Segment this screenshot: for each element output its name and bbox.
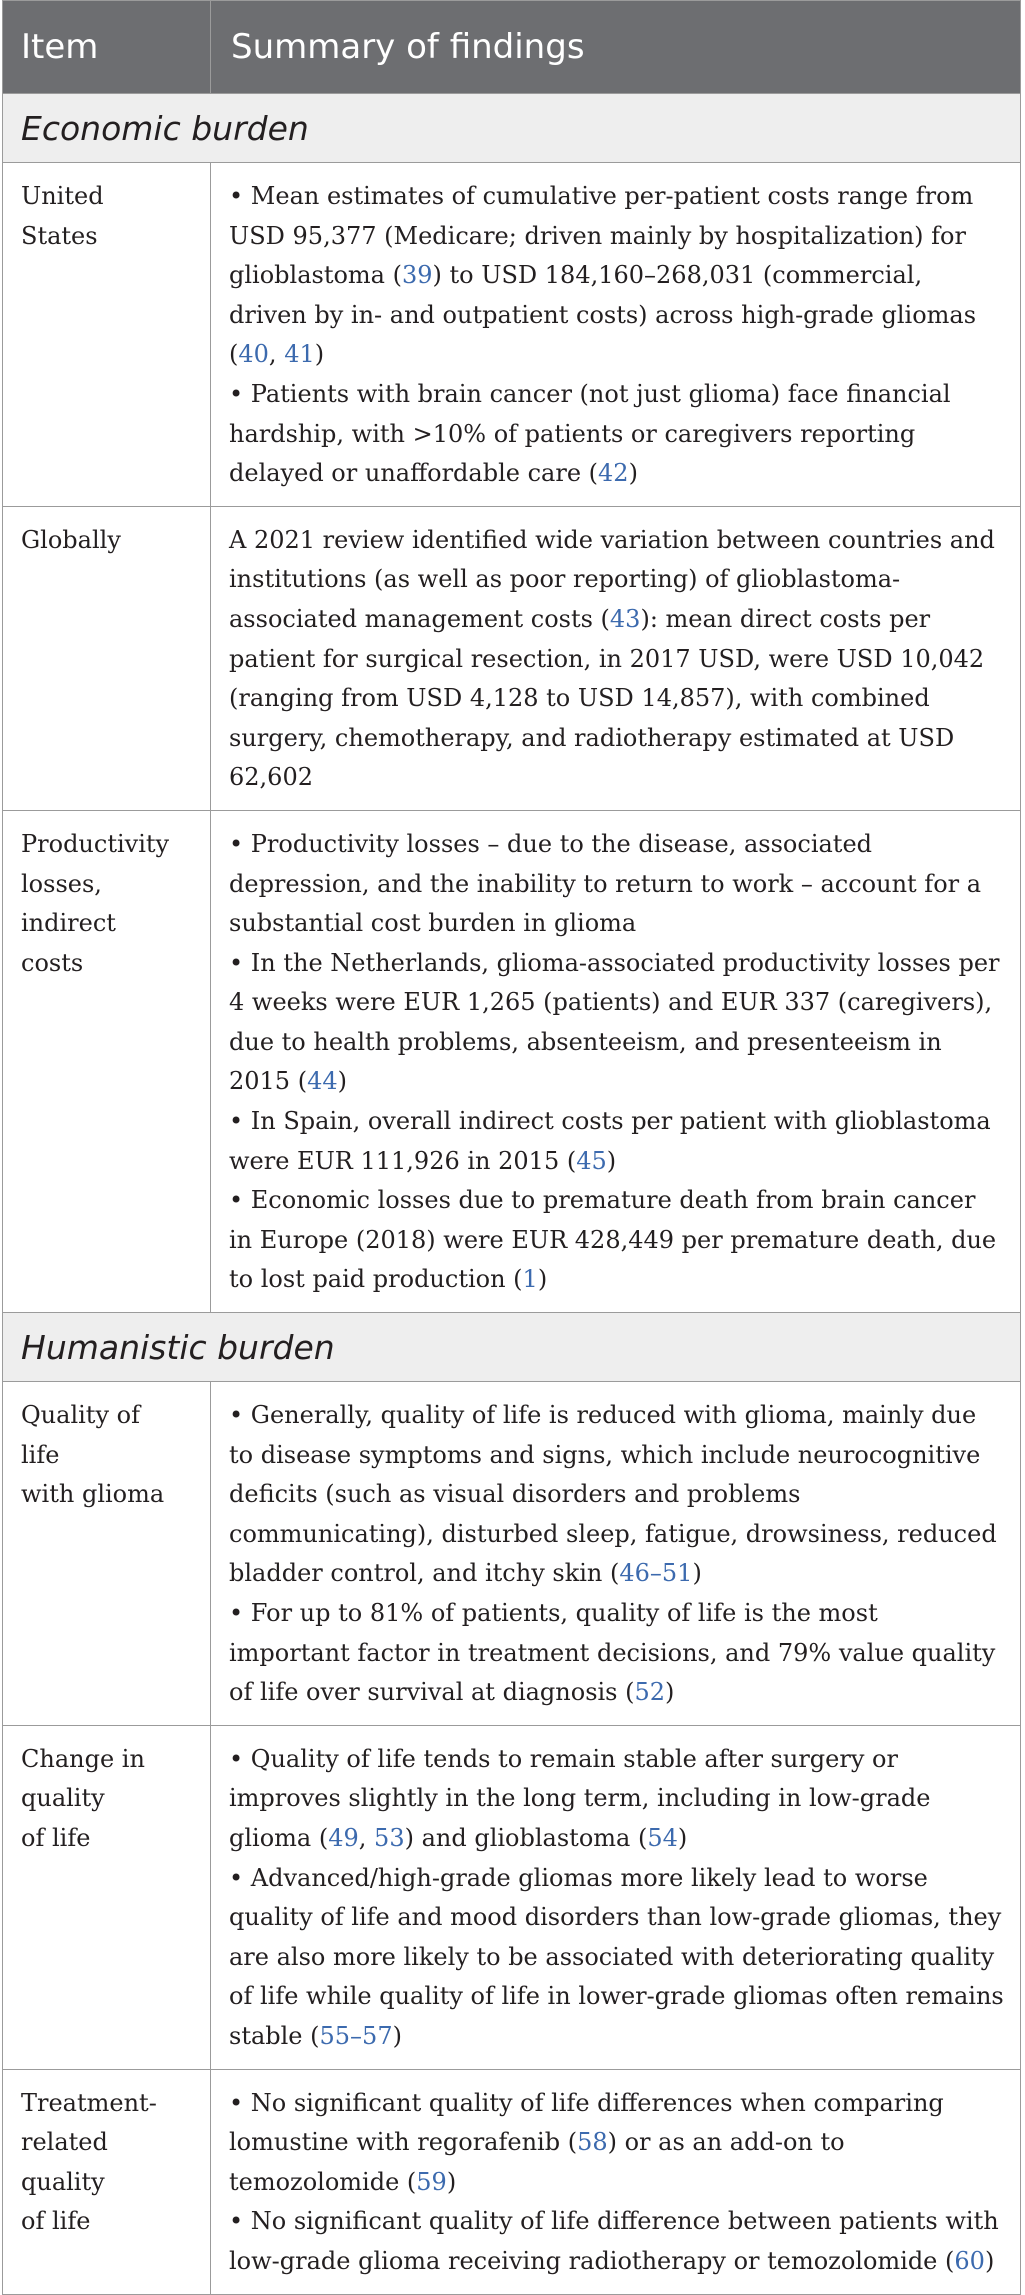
citation-link[interactable]: 59	[416, 2167, 447, 2196]
summary-text: )	[606, 1146, 617, 1175]
item-cell	[3, 1382, 211, 1726]
table-row	[3, 506, 1021, 810]
citation-link[interactable]: 39	[401, 261, 433, 290]
item-label-line: life	[21, 1440, 60, 1469]
summary-text: • In the Netherlands, glioma-associated productivity losses per 4 weeks were EUR 1,265 (patients) and EUR 337 (caregivers), due to health problems, absenteeism, and presenteeism in 2015 (	[229, 948, 1000, 1096]
summary-text: ,	[268, 340, 285, 369]
summary-text: • Generally, quality of life is reduced with glioma, mainly due to disease symptoms and signs, which include neurocognitive deficits (such as visual disorders and problems communicating), disturbed sleep, fatigue, drowsiness, reduced bladder control, and itchy skin (	[229, 1401, 997, 1588]
summary-text: • Economic losses due to premature death from brain cancer in Europe (2018) were EUR 428,449 per premature death, due to lost paid production (	[229, 1186, 997, 1294]
summary-text: ) and glioblastoma (	[404, 1823, 648, 1852]
citation-link[interactable]: 1	[522, 1265, 538, 1294]
item-label-line: States	[21, 221, 98, 250]
summary-paragraph	[229, 1181, 1004, 1300]
summary-text: )	[628, 459, 638, 488]
summary-paragraph	[229, 1594, 1004, 1713]
citation-link[interactable]: 53	[374, 1823, 405, 1852]
summary-cell	[211, 2069, 1021, 2294]
item-label-line: Productivity	[21, 829, 170, 858]
citation-link[interactable]: 44	[307, 1067, 338, 1096]
table-row	[3, 1725, 1021, 2069]
citation-link[interactable]: 40	[238, 340, 269, 369]
citation-link[interactable]: 58	[577, 2128, 608, 2157]
summary-text: A 2021 review identified wide variation between countries and institutions (as well as poor reporting) of glioblastoma-associated management costs (	[229, 525, 995, 633]
citation-link[interactable]: 55–57	[319, 2021, 393, 2050]
header-summary: Summary of findings	[211, 1, 1021, 94]
summary-cell	[211, 1382, 1021, 1726]
summary-cell	[211, 1725, 1021, 2069]
summary-text: ) or as an add-on to temozolomide (	[229, 2128, 845, 2196]
item-label-line: Globally	[21, 525, 121, 554]
summary-text: • No significant quality of life differences when comparing lomustine with regorafenib (	[229, 2088, 944, 2157]
citation-link[interactable]: 46–51	[619, 1559, 693, 1588]
findings-table-page	[2, 0, 1020, 2295]
summary-paragraph	[229, 2202, 1004, 2281]
summary-text: • Productivity losses – due to the disease, associated depression, and the inability to return to work – account for a substantial cost burden in glioma	[229, 829, 982, 938]
summary-text: )	[446, 2167, 457, 2196]
summary-paragraph	[229, 375, 1004, 494]
summary-text: )	[677, 1823, 688, 1852]
summary-text: • In Spain, overall indirect costs per patient with glioblastoma were EUR 111,926 in 2015 (	[229, 1107, 991, 1175]
summary-text: • No significant quality of life difference between patients with low-grade glioma receiving radiotherapy or temozolomide (	[229, 2207, 999, 2275]
item-cell	[3, 810, 211, 1312]
item-label-line: of life	[21, 1823, 91, 1852]
header-item: Item	[3, 1, 211, 94]
summary-paragraph	[229, 944, 1004, 1102]
summary-text: )	[314, 340, 325, 369]
item-label-line: quality	[21, 1784, 105, 1813]
citation-link[interactable]: 42	[598, 459, 629, 488]
summary-paragraph	[229, 1859, 1004, 2057]
summary-text: )	[392, 2021, 402, 2050]
summary-text: • Mean estimates of cumulative per-patient costs range from USD 95,377 (Medicare; driven mainly by hospitalization) for glioblastoma (	[229, 182, 974, 290]
table-row	[3, 2069, 1021, 2294]
summary-paragraph	[229, 825, 1004, 944]
citation-link[interactable]: 41	[284, 340, 315, 369]
item-label-line: related	[21, 2128, 108, 2157]
item-cell	[3, 163, 211, 507]
citation-link[interactable]: 52	[634, 1678, 666, 1707]
summary-paragraph	[229, 2084, 1004, 2203]
summary-text: )	[665, 1678, 675, 1707]
citation-link[interactable]: 49	[328, 1823, 359, 1852]
summary-text: • Advanced/high-grade gliomas more likely lead to worse quality of life and mood disorders than low-grade gliomas, they are also more likely to be associated with deteriorating quality of life while quality of life in lower-grade gliomas often remains stable (	[229, 1863, 1004, 2050]
summary-cell	[211, 163, 1021, 507]
summary-paragraph	[229, 1396, 1004, 1594]
item-label-line: losses,	[21, 869, 102, 898]
header-row	[3, 1, 1021, 94]
citation-link[interactable]: 45	[576, 1146, 607, 1175]
summary-paragraph	[229, 521, 1004, 798]
citation-link[interactable]: 54	[647, 1823, 678, 1852]
summary-text: ): mean direct costs per patient for surgical resection, in 2017 USD, were USD 10,042 (ranging from USD 4,128 to USD 14,857), with combined surgery, chemotherapy, and radiotherapy estimated at USD 62,602	[229, 604, 985, 792]
summary-text: • For up to 81% of patients, quality of life is the most important factor in treatment decisions, and 79% value quality of life over survival at diagnosis (	[229, 1599, 996, 1707]
summary-text: )	[692, 1559, 702, 1588]
summary-text: • Patients with brain cancer (not just glioma) face financial hardship, with >10% of patients or caregivers reporting delayed or unaffordable care (	[229, 379, 951, 488]
summary-text: • Quality of life tends to remain stable after surgery or improves slightly in the long term, including in low-grade glioma (	[229, 1744, 931, 1852]
table-row	[3, 810, 1021, 1312]
section-row	[3, 1313, 1021, 1382]
summary-text: )	[337, 1067, 347, 1096]
summary-paragraph	[229, 1102, 1004, 1181]
item-label-line: of life	[21, 2207, 91, 2236]
item-cell	[3, 1725, 211, 2069]
item-label-line: with glioma	[21, 1480, 165, 1509]
table-row	[3, 1382, 1021, 1726]
summary-text: )	[984, 2246, 995, 2275]
section-title: Humanistic burden	[3, 1313, 1021, 1382]
summary-paragraph	[229, 1740, 1004, 1859]
summary-text: )	[537, 1265, 548, 1294]
table-row	[3, 163, 1021, 507]
item-label-line: United	[21, 182, 104, 210]
item-label-line: quality	[21, 2167, 105, 2196]
findings-table	[2, 0, 1021, 2295]
summary-paragraph	[229, 177, 1004, 375]
item-cell	[3, 2069, 211, 2294]
summary-text: ) to USD 184,160–268,031 (commercial, driven by in- and outpatient costs) across high-grade gliomas (	[229, 261, 977, 369]
item-label-line: Change in	[21, 1744, 145, 1773]
section-row	[3, 94, 1021, 163]
summary-cell	[211, 810, 1021, 1312]
summary-text: ,	[358, 1823, 375, 1852]
citation-link[interactable]: 43	[609, 604, 641, 633]
item-label-line: costs	[21, 948, 84, 977]
table-body	[3, 94, 1021, 2295]
citation-link[interactable]: 60	[954, 2246, 985, 2275]
table-header	[3, 1, 1021, 94]
item-label-line: Quality of	[21, 1401, 140, 1430]
section-title: Economic burden	[3, 94, 1021, 163]
item-label-line: indirect	[21, 909, 116, 938]
item-cell	[3, 506, 211, 810]
summary-cell	[211, 506, 1021, 810]
item-label-line: Treatment-	[21, 2088, 157, 2117]
